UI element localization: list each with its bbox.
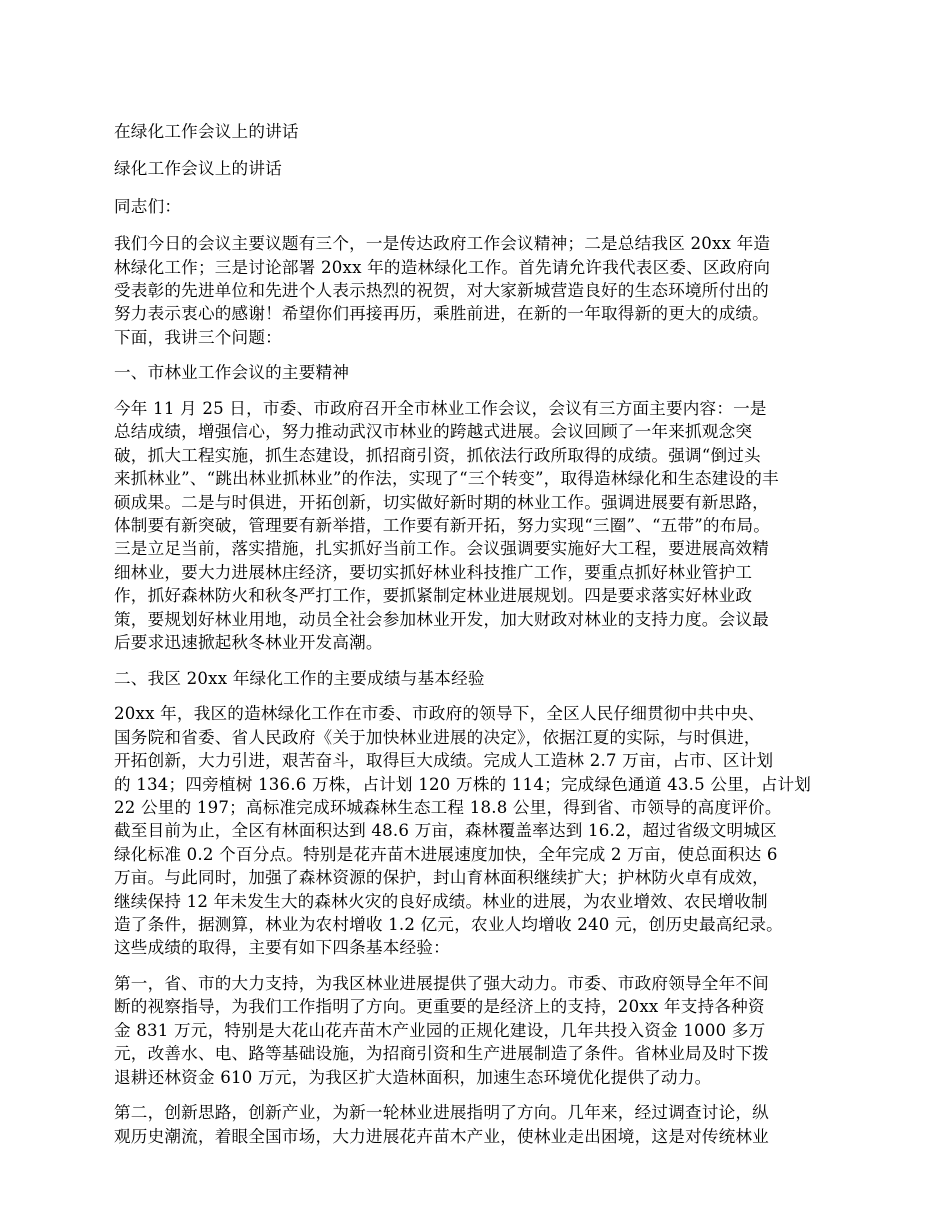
text-line: 林绿化工作；三是讨论部署 20xx 年的造林绿化工作。首先请允许我代表区委、区政府向: [114, 257, 771, 277]
paragraph-list: [114, 232, 838, 1148]
text-line: 观历史潮流，着眼全国市场，大力进展花卉苗木产业，使林业走出困境，这是对传统林业: [114, 1126, 769, 1146]
text-line: 截至目前为止，全区有林面积达到 48.6 万亩，森林覆盖率达到 16.2，超过省级文明城区: [114, 821, 777, 841]
text-line: 今年 11 月 25 日，市委、市政府召开全市林业工作会议，会议有三方面主要内容：一是: [114, 399, 767, 419]
text-line: 第一，省、市的大力支持，为我区林业进展提供了强大动力。市委、市政府领导全年不间: [114, 973, 769, 993]
text-line: 二、我区 20xx 年绿化工作的主要成绩与基本经验: [114, 668, 485, 688]
text-line: 细林业，要大力进展林庄经济，要切实抓好林业科技推广工作，要重点抓好林业管护工: [114, 562, 753, 582]
text-line: 绿化标准 0.2 个百分点。特别是花卉苗木进展速度加快，全年完成 2 万亩，使总面积达 6: [114, 844, 778, 864]
paragraph: [114, 702, 838, 959]
text-line: 继续保持 12 年未发生大的森林火灾的良好成绩。林业的进展，为农业增效、农民增收制: [114, 891, 768, 911]
salutation: 同志们：: [114, 196, 182, 216]
text-line: 我们今日的会议主要议题有三个，一是传达政府工作会议精神；二是总结我区 20xx 年造: [114, 234, 771, 254]
text-line: 这些成绩的取得，主要有如下四条基本经验：: [114, 938, 450, 958]
document-body: [114, 120, 838, 1160]
text-line: 作，抓好森林防火和秋冬严打工作，要抓紧制定林业进展规划。四是要求落实好林业政: [114, 586, 753, 606]
text-line: 后要求迅速掀起秋冬林业开发高潮。: [114, 633, 383, 653]
text-line: 断的视察指导，为我们工作指明了方向。更重要的是经济上的支持，20xx 年支持各种资: [114, 997, 765, 1017]
text-line: 元，改善水、电、路等基础设施，为招商引资和生产进展制造了条件。省林业局及时下拨: [114, 1044, 769, 1064]
document-title: 在绿化工作会议上的讲话: [114, 122, 299, 141]
paragraph: [114, 397, 838, 654]
text-line: 22 公里的 197；高标准完成环城森林生态工程 18.8 公里，得到省、市领导的高度评价。: [114, 797, 782, 817]
text-line: 破，抓大工程实施，抓生态建设，抓招商引资，抓依法行政所取得的成绩。强调“倒过头: [114, 445, 761, 465]
text-line: 体制要有新突破，管理要有新举措，工作要有新开拓，努力实现“三圈”、“五带”的布局。: [114, 516, 771, 536]
document-subtitle: 绿化工作会议上的讲话: [114, 159, 282, 179]
section-heading: [114, 667, 838, 690]
text-line: 三是立足当前，落实措施，扎实抓好当前工作。会议强调要实施好大工程，要进展高效精: [114, 539, 769, 559]
text-line: 一、市林业工作会议的主要精神: [114, 363, 350, 383]
text-line: 总结成绩，增强信心，努力推动武汉市林业的跨越式进展。会议回顾了一年来抓观念突: [114, 422, 753, 442]
text-line: 下面，我讲三个问题：: [114, 327, 282, 347]
paragraph: [114, 232, 838, 349]
text-line: 策，要规划好林业用地，动员全社会参加林业开发，加大财政对林业的支持力度。会议最: [114, 609, 769, 629]
text-line: 万亩。与此同时，加强了森林资源的保护，封山育林面积继续扩大；护林防火卓有成效，: [114, 868, 769, 888]
text-line: 国务院和省委、省人民政府《关于加快林业进展的决定》，依据江夏的实际，与时俱进，: [114, 727, 761, 747]
text-line: 第二，创新思路，创新产业，为新一轮林业进展指明了方向。几年来，经过调查讨论，纵: [114, 1103, 769, 1123]
text-line: 来抓林业”、“跳出林业抓林业”的作法，实现了“三个转变”，取得造林绿化和生态建设的丰: [114, 469, 779, 489]
text-line: 20xx 年，我区的造林绿化工作在市委、市政府的领导下，全区人民仔细贯彻中共中央、: [114, 704, 765, 724]
paragraph: [114, 972, 838, 1089]
text-line: 受表彰的先进单位和先进个人表示热烈的祝贺，对大家新城营造良好的生态环境所付出的: [114, 281, 769, 301]
text-line: 金 831 万元，特别是大花山花卉苗木产业园的正规化建设，几年共投入资金 1000 多万: [114, 1020, 766, 1040]
text-line: 退耕还林资金 610 万元，为我区扩大造林面积，加速生态环境优化提供了动力。: [114, 1067, 712, 1087]
section-heading: [114, 361, 838, 384]
text-line: 努力表示衷心的感谢！希望你们再接再历，乘胜前进，在新的一年取得新的更大的成绩。: [114, 304, 769, 324]
text-line: 硕成果。二是与时俱进，开拓创新，切实做好新时期的林业工作。强调进展要有新思路，: [114, 492, 769, 512]
text-line: 开拓创新，大力引进，艰苦奋斗，取得巨大成绩。完成人工造林 2.7 万亩，占市、区计划: [114, 751, 774, 771]
paragraph: [114, 1101, 838, 1148]
text-line: 的 134；四旁植树 136.6 万株，占计划 120 万株的 114；完成绿色通道 43.5 公里，占计划: [114, 774, 812, 794]
text-line: 造了条件，据测算，林业为农村增收 1.2 亿元，农业人均增收 240 元，创历史最高纪录。: [114, 914, 783, 934]
